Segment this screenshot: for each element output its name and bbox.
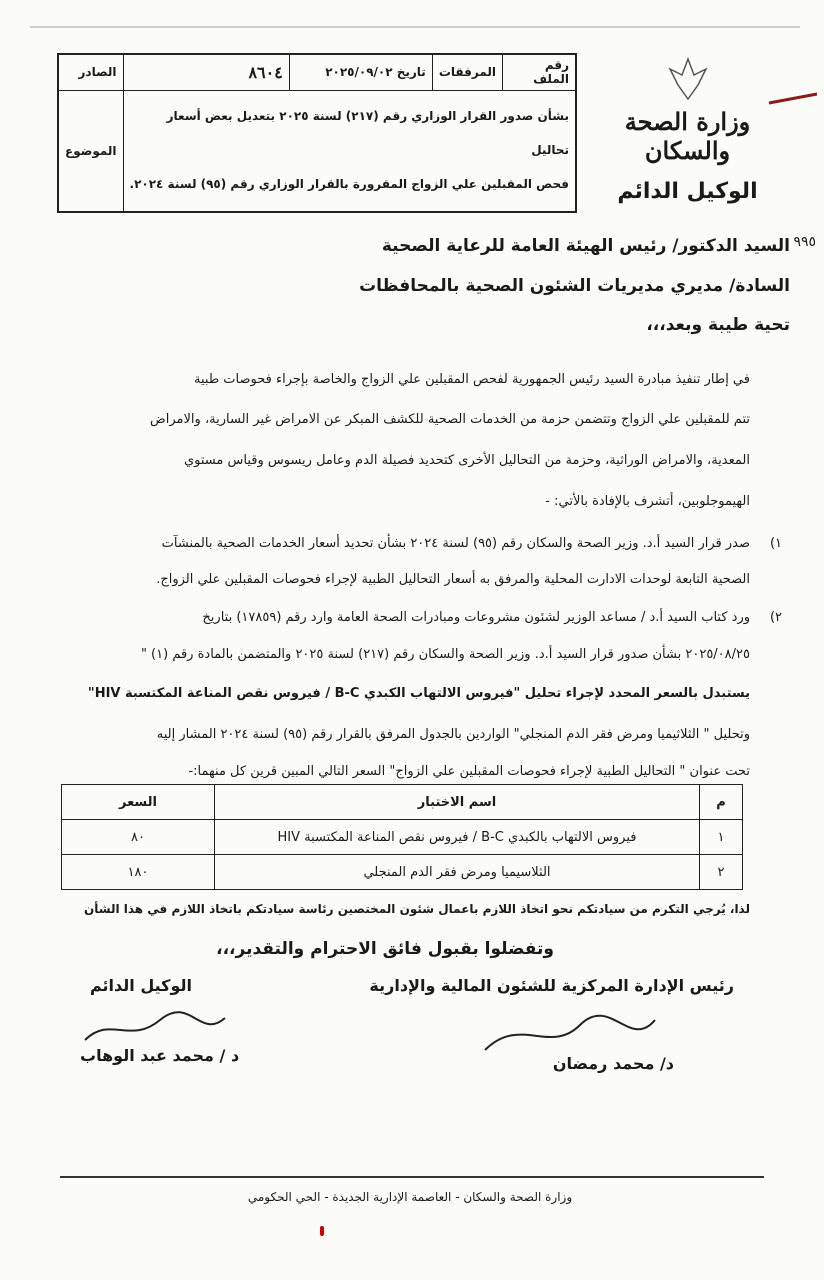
- col-header: اسم الاختبار: [215, 785, 700, 820]
- test-name: الثلاسيميا ومرض فقر الدم المنجلي: [215, 855, 700, 890]
- table-row: [62, 820, 743, 855]
- item-number: ٢): [769, 610, 782, 625]
- row-number: ٢: [700, 855, 743, 890]
- left-signatory-title: الوكيل الدائم: [90, 976, 192, 995]
- col-header: م: [700, 785, 743, 820]
- footer-rule: [60, 1176, 764, 1178]
- item2-line: يستبدل بالسعر المحدد لإجراء تحليل "فيروس الالتهاب الكبدي B-C / فيروس نقص المناعة المكتسبة HIV": [87, 686, 750, 701]
- item2-line: ورد كتاب السيد أ.د / مساعد الوزير لشئون مشروعات ومبادرات الصحة العامة وارد رقم (١٧٨٥٩) بتاريخ: [202, 610, 750, 625]
- intro-line: في إطار تنفيذ مبادرة السيد رئيس الجمهورية لفحص المقبلين علي الزواج والخاصة بإجراء فحوصات طبية: [194, 372, 750, 387]
- ministry-name: وزارة الصحة والسكان: [624, 107, 751, 165]
- greeting: تحية طيبة وبعد،،،: [646, 315, 790, 335]
- handwritten-margin-note: ٩٩٥: [793, 234, 816, 250]
- signature-scribble: [480, 1010, 660, 1064]
- row-number: ١: [700, 820, 743, 855]
- item2-line: ٢٠٢٥/٠٨/٢٥ بشأن صدور قرار السيد أ.د. وزير الصحة والسكان رقم (٢١٧) لسنة ٢٠٢٥ والمتضمن بالمادة رقم (١) ": [140, 647, 750, 662]
- item2-line: وتحليل " الثلاثيميا ومرض فقر الدم المنجلي" الواردين بالجدول المرفق بالقرار رقم (٩٥) لسنة ٢٠٢٤ المشار إليه: [156, 727, 750, 742]
- issued-label: الصادر: [58, 54, 123, 90]
- subject-text: بشأن صدور القرار الوزاري رقم (٢١٧) لسنة ٢٠٢٥ بتعديل بعض أسعار تحاليل فحص المقبلين علي الزواج المقرورة بالقرار الوزاري رقم (٩٥) لسنة ٢٠٢٤.: [123, 90, 576, 212]
- signature-scribble: [80, 1010, 230, 1054]
- subject-label: الموضوع: [58, 90, 123, 212]
- closing-line: وتفضلوا بقبول فائق الاحترام والتقدير،،،: [216, 939, 554, 959]
- date-value: ٢٠٢٥/٠٩/٠٢: [325, 65, 393, 80]
- left-signatory-name: د / محمد عبد الوهاب: [80, 1046, 240, 1065]
- date-cell: تاريخ ٢٠٢٥/٠٩/٠٢: [289, 54, 432, 90]
- top-rule: [30, 26, 800, 28]
- eagle-emblem-icon: [660, 55, 716, 103]
- intro-line: الهيموجلوبين، أتشرف بالإفادة بالأتي: -: [545, 494, 750, 509]
- table-row: [62, 855, 743, 890]
- intro-line: تتم للمقبلين علي الزواج وتتضمن حزمة من الخدمات الصحية للكشف المبكر عن الامراض غير السارية، والامراض: [150, 412, 750, 427]
- ministry-logo: [585, 55, 790, 215]
- header-table: [57, 53, 577, 213]
- item1-line: صدر قرار السيد أ.د. وزير الصحة والسكان رقم (٩٥) لسنة ٢٠٢٤ بشأن تحديد أسعار الخدمات الصحية بالمنشآت: [161, 536, 750, 551]
- request-line: لذا، يُرجي التكرم من سيادتكم نحو اتخاذ اللازم باعمال شئون المختصين رئاسة سيادتكم باتخاذ اللازم في هذا الشأن: [83, 902, 750, 916]
- deputy-title-header: الوكيل الدائم: [617, 179, 758, 204]
- attachments-label: المرفقات: [432, 54, 502, 90]
- item-number: ١): [769, 536, 782, 551]
- test-price: ١٨٠: [62, 855, 215, 890]
- table-header-row: [62, 785, 743, 820]
- test-price: ٨٠: [62, 820, 215, 855]
- item1-line: الصحية التابعة لوحدات الادارت المحلية والمرفق به أسعار التحاليل الطبية لإجراء فحوصات المقبلين علي الزواج.: [156, 572, 750, 587]
- right-signatory-name: د/ محمد رمضان: [552, 1054, 674, 1073]
- item2-line: تحت عنوان " التحاليل الطبية لإجراء فحوصات المقبلين علي الزواج" السعر التالي المبين قرين كل منهما:-: [188, 764, 750, 779]
- col-header: السعر: [62, 785, 215, 820]
- issued-number: ٨٦٠٤: [123, 54, 289, 90]
- file-label: رقم الملف: [503, 54, 577, 90]
- red-mark: [320, 1226, 324, 1236]
- addressee-line2: السادة/ مديري مديريات الشئون الصحية بالمحافظات: [359, 276, 790, 296]
- price-table: [61, 784, 743, 890]
- right-signatory-title: رئيس الإدارة المركزية للشئون المالية والإدارية: [369, 976, 734, 995]
- footer-address: وزارة الصحة والسكان - العاصمة الإدارية الجديدة - الحي الحكومي: [247, 1190, 573, 1204]
- addressee-line1: السيد الدكتور/ رئيس الهيئة العامة للرعاية الصحية: [381, 236, 790, 256]
- test-name: فيروس الالتهاب بالكبدي B-C / فيروس نقص المناعة المكتسبة HIV: [215, 820, 700, 855]
- intro-line: المعدية، والامراض الوراثية، وحزمة من التحاليل الأخرى كتحديد فصيلة الدم وعامل ريسوس وقياس مستوي: [183, 453, 750, 468]
